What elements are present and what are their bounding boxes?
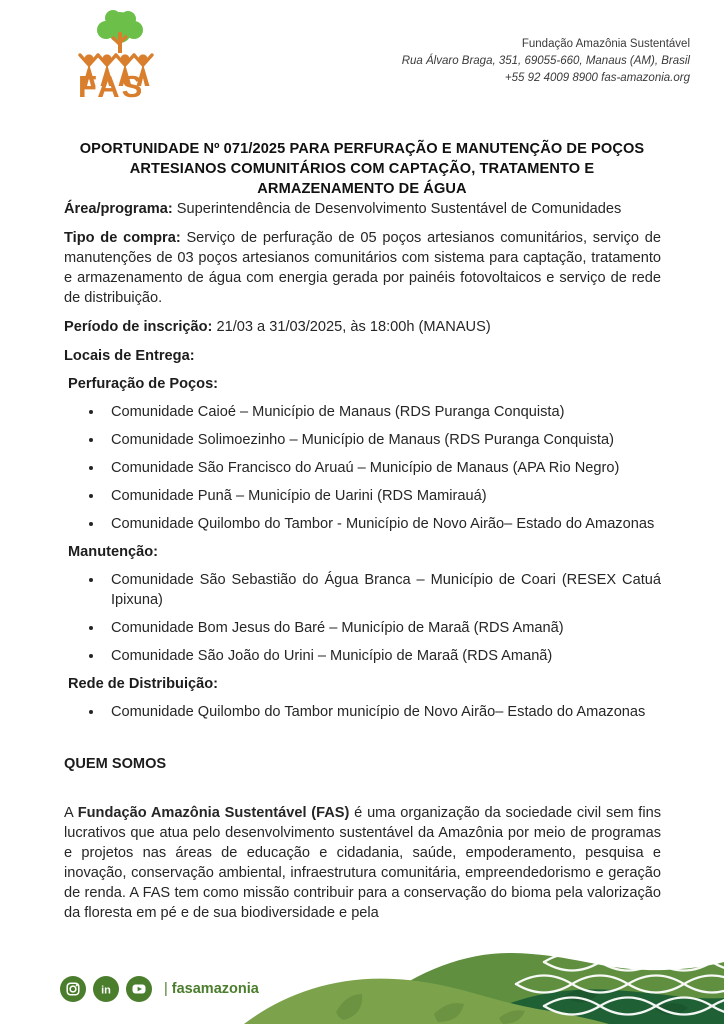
locais-entrega-heading: Locais de Entrega: (64, 348, 195, 364)
field-tipo-compra (64, 228, 661, 308)
list-item: • Comunidade São Francisco do Aruaú – Município de Manaus (APA Rio Negro) (104, 458, 661, 478)
rede-distribuicao-heading: Rede de Distribuição: (68, 676, 219, 692)
svg-text:in: in (101, 984, 111, 997)
field-area-programa (64, 199, 661, 219)
quem-somos-prefix: A (64, 805, 78, 821)
field-periodo-value: 21/03 a 31/03/2025, às 18:00h (MANAUS) (212, 319, 491, 335)
header-contact-block (402, 36, 690, 87)
list-item: • Comunidade São João do Urini – Município de Maraã (RDS Amanã) (104, 646, 661, 666)
org-name: Fundação Amazônia Sustentável (521, 38, 690, 50)
org-address: Rua Álvaro Braga, 351, 69055-660, Manaus (AM), Brasil (401, 55, 690, 68)
divider-pipe: | (164, 981, 168, 997)
social-handle (164, 981, 259, 997)
quem-somos-paragraph (64, 803, 661, 923)
quem-somos-org-bold: Fundação Amazônia Sustentável (FAS) (77, 805, 350, 821)
list-item: • Comunidade Solimoezinho – Município de Manaus (RDS Puranga Conquista) (104, 430, 661, 450)
perfuracao-heading: Perfuração de Poços: (68, 376, 219, 392)
field-tipo-label: Tipo de compra: (64, 230, 181, 246)
list-item: • Comunidade Bom Jesus do Baré – Município de Maraã (RDS Amanã) (104, 618, 661, 638)
org-phone-site: +55 92 4009 8900 fas-amazonia.org (504, 72, 690, 85)
field-periodo-label: Período de inscrição: (64, 319, 213, 335)
quem-somos-heading: QUEM SOMOS (64, 756, 167, 772)
footer-social-row (60, 976, 259, 1002)
list-item: • Comunidade Quilombo do Tambor município de Novo Airão– Estado do Amazonas (104, 702, 661, 722)
list-item: • Comunidade Caioé – Município de Manaus (RDS Puranga Conquista) (104, 402, 661, 422)
list-item: • Comunidade Punã – Município de Uarini (RDS Mamirauá) (104, 486, 661, 506)
youtube-icon[interactable] (126, 976, 152, 1002)
list-item: • Comunidade São Sebastião do Água Branca – Município de Coari (RESEX Catuá Ipixuna) (104, 570, 661, 610)
list-item: • Comunidade Quilombo do Tambor - Município de Novo Airão– Estado do Amazonas (104, 514, 661, 534)
linkedin-icon[interactable] (93, 976, 119, 1002)
logo-wordmark: FAS (78, 69, 145, 98)
social-handle-text: fasamazonia (171, 981, 259, 997)
manutencao-heading: Manutenção: (68, 544, 158, 560)
manutencao-list (64, 570, 661, 666)
field-tipo-value: Serviço de perfuração de 05 poços artesianos comunitários, serviço de manutenções de 03 poços artesianos comunitários com sistema para captação, tratamento e armazenamento de água com energia gerada por painéis fotovoltaicos e serviço de rede de distribuição. (64, 230, 661, 306)
rede-distribuicao-list (64, 702, 661, 722)
instagram-icon[interactable] (60, 976, 86, 1002)
fas-logo-icon (64, 8, 176, 98)
footer-hills-artwork (244, 948, 724, 1024)
field-periodo-inscricao (64, 317, 661, 337)
perfuracao-list (64, 402, 661, 534)
field-area-label: Área/programa: (64, 201, 173, 217)
field-area-value: Superintendência de Desenvolvimento Sustentável de Comunidades (172, 201, 622, 217)
quem-somos-rest: é uma organização da sociedade civil sem fins lucrativos que atua pelo desenvolvimento sustentável da Amazônia por meio de programas e projetos nas áreas de educação e cidadania, saúde, empoderamento, pesquisa e inovação, conservação ambiental, infraestrutura comunitária, empreendedorismo e geração de renda. A FAS tem como missão contribuir para a conservação do bioma pela valorização da floresta em pé e de sua biodiversidade e pela (64, 805, 662, 921)
document-title: OPORTUNIDADE Nº 071/2025 PARA PERFURAÇÃO E MANUTENÇÃO DE POÇOS ARTESIANOS COMUNITÁRIOS COM CAPTAÇÃO, TRATAMENTO E ARMAZENAMENTO DE ÁGUA (79, 141, 645, 198)
page-header (64, 8, 690, 98)
document-body (64, 199, 661, 923)
